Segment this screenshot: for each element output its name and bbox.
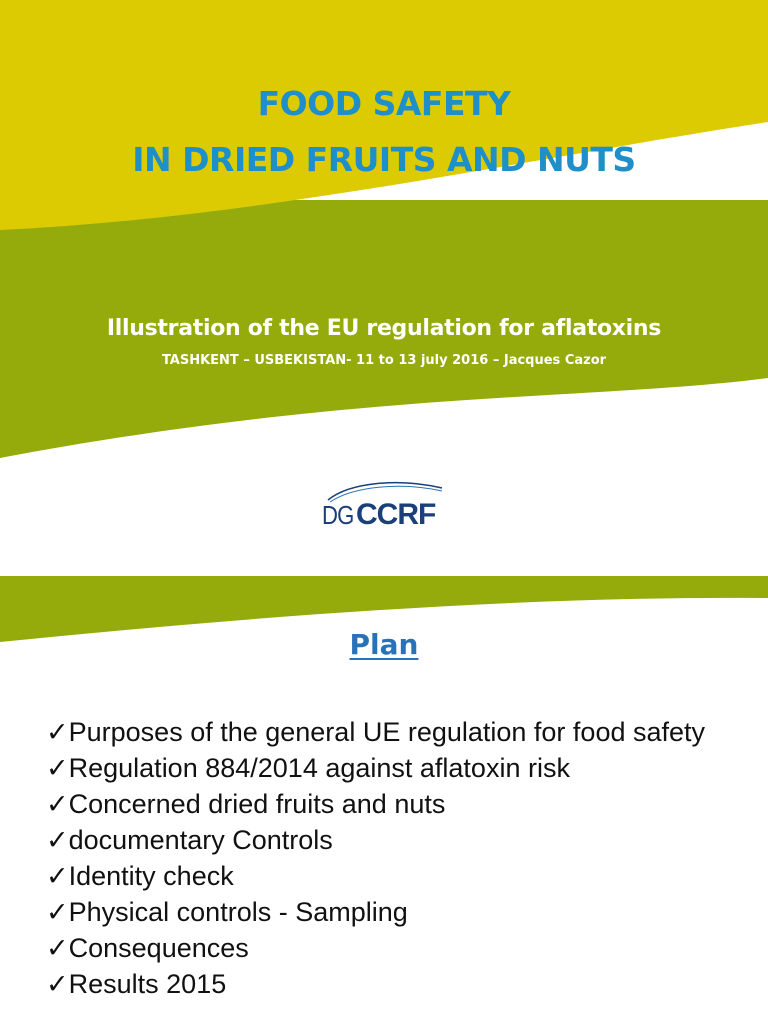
checkmark-icon: ✓ <box>46 717 69 747</box>
checkmark-icon: ✓ <box>46 861 69 891</box>
plan-item-text: Physical controls - Sampling <box>68 897 408 927</box>
subtitle: Illustration of the EU regulation for aflatoxins <box>106 316 662 341</box>
checkmark-icon: ✓ <box>46 969 69 999</box>
plan-item <box>46 750 726 786</box>
plan-item-text: Identity check <box>68 861 234 891</box>
checkmark-icon: ✓ <box>46 825 69 855</box>
plan-item-text: Results 2015 <box>68 969 227 999</box>
plan-item <box>46 894 726 930</box>
plan-item-text: Consequences <box>68 933 249 963</box>
title-line-1: FOOD SAFETY <box>257 84 511 123</box>
plan-item <box>46 930 726 966</box>
plan-item-text: Regulation 884/2014 against aflatoxin risk <box>68 753 570 783</box>
plan-item-text: Purposes of the general UE regulation for food safety <box>68 717 706 747</box>
plan-item <box>46 714 726 750</box>
plan-list <box>46 714 726 1002</box>
plan-slide <box>0 576 768 1024</box>
logo-ccrf-text: CCRF <box>356 498 436 531</box>
plan-item <box>46 786 726 822</box>
plan-item <box>46 822 726 858</box>
plan-item <box>46 858 726 894</box>
checkmark-icon: ✓ <box>46 933 69 963</box>
dgccrf-logo <box>320 478 450 538</box>
checkmark-icon: ✓ <box>46 753 69 783</box>
plan-item-text: documentary Controls <box>68 825 333 855</box>
checkmark-icon: ✓ <box>46 897 69 927</box>
checkmark-icon: ✓ <box>46 789 69 819</box>
plan-item <box>46 966 726 1002</box>
plan-item-text: Concerned dried fruits and nuts <box>68 789 446 819</box>
title-line-2: IN DRIED FRUITS AND NUTS <box>132 140 636 179</box>
plan-heading: Plan <box>349 628 419 661</box>
logo-dg-text: DG <box>322 500 354 530</box>
event-info: TASHKENT – USBEKISTAN- 11 to 13 july 2016 – Jacques Cazor <box>161 353 607 368</box>
